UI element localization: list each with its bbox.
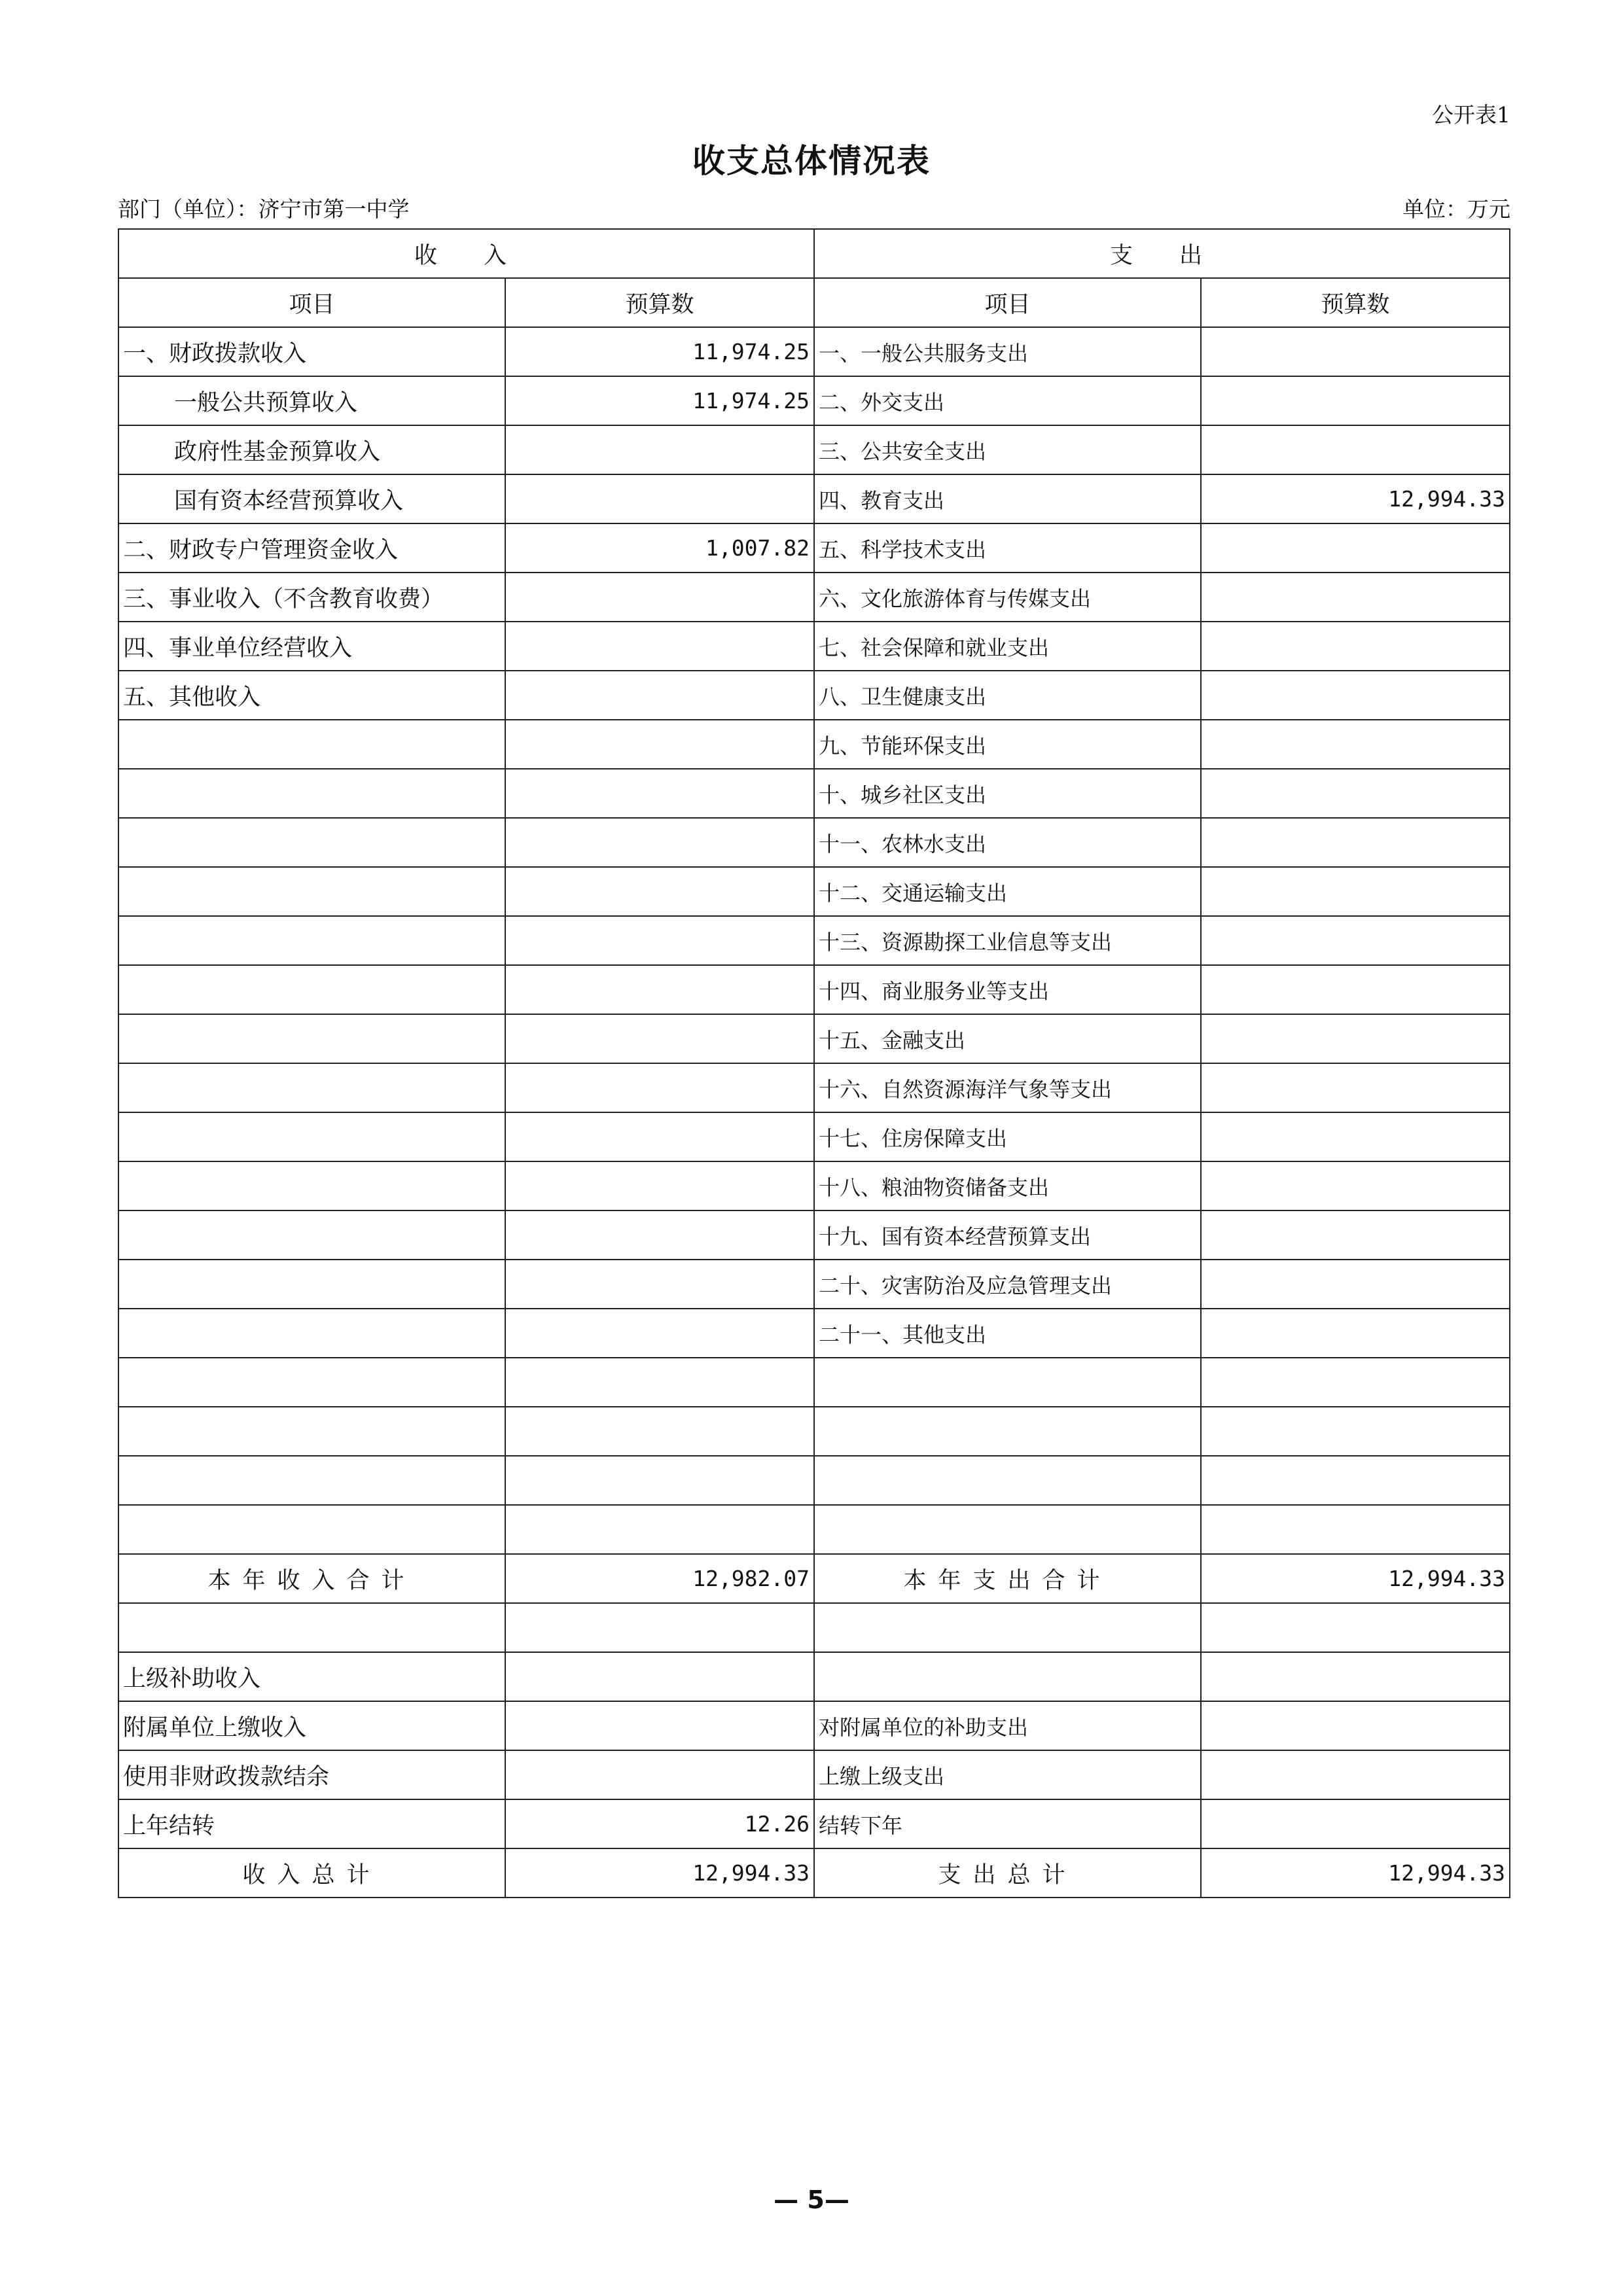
expense-budget-cell <box>1201 1701 1510 1750</box>
table-row <box>118 1210 1510 1260</box>
income-item-cell: 上年结转 <box>118 1799 505 1848</box>
expense-item-cell: 对附属单位的补助支出 <box>814 1701 1201 1750</box>
table-row <box>118 1358 1510 1407</box>
table-row <box>118 1407 1510 1456</box>
expense-item-cell <box>814 1358 1201 1407</box>
table-row <box>118 1603 1510 1652</box>
income-item-cell: 国有资本经营预算收入 <box>118 474 505 523</box>
income-budget-cell: 11,974.25 <box>505 327 814 376</box>
expense-item-cell: 二十一、其他支出 <box>814 1309 1201 1358</box>
income-budget-cell <box>505 1407 814 1456</box>
expense-item-cell <box>814 1652 1201 1701</box>
income-item-cell <box>118 1505 505 1554</box>
income-item-cell: 五、其他收入 <box>118 671 505 720</box>
expense-item-cell: 十三、资源勘探工业信息等支出 <box>814 916 1201 965</box>
page-title: 收支总体情况表 <box>692 142 931 180</box>
expense-item-cell: 十九、国有资本经营预算支出 <box>814 1210 1201 1260</box>
section-header-row <box>118 229 1510 278</box>
expense-budget-cell <box>1201 1260 1510 1309</box>
expense-budget-cell <box>1201 965 1510 1014</box>
expense-budget-cell <box>1201 867 1510 916</box>
income-total-value: 12,994.33 <box>505 1848 814 1898</box>
expense-item-cell <box>814 1603 1201 1652</box>
page-number: — 5— <box>774 2185 849 2214</box>
expense-budget-cell <box>1201 1652 1510 1701</box>
income-budget-cell <box>505 720 814 769</box>
unit-label: 单位：万元 <box>1402 196 1510 222</box>
income-budget-cell <box>505 474 814 523</box>
expense-budget-cell <box>1201 1063 1510 1112</box>
income-item-cell <box>118 1456 505 1505</box>
income-budget-cell <box>505 1161 814 1210</box>
expense-item-cell: 六、文化旅游体育与传媒支出 <box>814 573 1201 622</box>
expense-budget-cell <box>1201 671 1510 720</box>
expense-item-cell: 十四、商业服务业等支出 <box>814 965 1201 1014</box>
table-row <box>118 1652 1510 1701</box>
expense-budget-cell <box>1201 916 1510 965</box>
table-row <box>118 1309 1510 1358</box>
table-row <box>118 916 1510 965</box>
income-item-cell <box>118 1063 505 1112</box>
income-item-cell <box>118 1358 505 1407</box>
expense-item-cell <box>814 1456 1201 1505</box>
income-budget-cell <box>505 818 814 867</box>
income-item-cell <box>118 1014 505 1063</box>
expense-item-cell: 七、社会保障和就业支出 <box>814 622 1201 671</box>
table-row <box>118 1161 1510 1210</box>
income-budget-cell: 12.26 <box>505 1799 814 1848</box>
expense-budget-cell <box>1201 1799 1510 1848</box>
expense-budget-cell <box>1201 1014 1510 1063</box>
income-budget-cell <box>505 867 814 916</box>
income-budget-cell <box>505 573 814 622</box>
budget-table <box>118 228 1510 1898</box>
expense-item-header: 项目 <box>814 278 1201 327</box>
income-item-cell: 二、财政专户管理资金收入 <box>118 523 505 573</box>
expense-budget-cell <box>1201 622 1510 671</box>
income-item-cell: 三、事业收入（不含教育收费） <box>118 573 505 622</box>
income-section-header: 收 入 <box>118 229 814 278</box>
expense-item-cell <box>814 1407 1201 1456</box>
expense-budget-cell: 12,994.33 <box>1201 474 1510 523</box>
expense-item-cell: 四、教育支出 <box>814 474 1201 523</box>
income-item-cell <box>118 818 505 867</box>
table-row <box>118 622 1510 671</box>
expense-item-cell: 九、节能环保支出 <box>814 720 1201 769</box>
table-row <box>118 1260 1510 1309</box>
expense-budget-cell <box>1201 1407 1510 1456</box>
table-row <box>118 376 1510 425</box>
expense-total-label: 本年支出合计 <box>814 1554 1201 1603</box>
table-row <box>118 573 1510 622</box>
income-budget-cell <box>505 1750 814 1799</box>
expense-budget-cell <box>1201 1112 1510 1161</box>
income-item-cell <box>118 1161 505 1210</box>
expense-item-cell: 二十、灾害防治及应急管理支出 <box>814 1260 1201 1309</box>
expense-total-value: 12,994.33 <box>1201 1848 1510 1898</box>
expense-item-cell <box>814 1505 1201 1554</box>
expense-item-cell: 十二、交通运输支出 <box>814 867 1201 916</box>
grand-total-row <box>118 1848 1510 1898</box>
income-total-label: 本年收入合计 <box>118 1554 505 1603</box>
income-item-cell <box>118 1210 505 1260</box>
income-total-label: 收入总计 <box>118 1848 505 1898</box>
page-tag: 公开表1 <box>1432 102 1510 128</box>
expense-item-cell: 十八、粮油物资储备支出 <box>814 1161 1201 1210</box>
department-label: 部门（单位）：济宁市第一中学 <box>118 196 410 222</box>
expense-budget-cell <box>1201 1505 1510 1554</box>
table-row <box>118 523 1510 573</box>
table-row <box>118 474 1510 523</box>
expense-budget-cell <box>1201 1456 1510 1505</box>
income-item-cell <box>118 1260 505 1309</box>
table-row <box>118 867 1510 916</box>
income-budget-cell <box>505 1456 814 1505</box>
table-row <box>118 1456 1510 1505</box>
expense-item-cell: 上缴上级支出 <box>814 1750 1201 1799</box>
expense-total-label: 支出总计 <box>814 1848 1201 1898</box>
income-item-cell <box>118 1112 505 1161</box>
income-total-value: 12,982.07 <box>505 1554 814 1603</box>
expense-budget-cell <box>1201 1358 1510 1407</box>
income-item-cell: 一般公共预算收入 <box>118 376 505 425</box>
expense-budget-cell <box>1201 720 1510 769</box>
expense-budget-cell <box>1201 425 1510 474</box>
income-budget-cell <box>505 1652 814 1701</box>
column-header-row <box>118 278 1510 327</box>
expense-item-cell: 十六、自然资源海洋气象等支出 <box>814 1063 1201 1112</box>
table-row <box>118 1750 1510 1799</box>
year-total-row <box>118 1554 1510 1603</box>
table-row <box>118 769 1510 818</box>
income-budget-cell <box>505 425 814 474</box>
income-item-cell: 政府性基金预算收入 <box>118 425 505 474</box>
income-budget-cell <box>505 769 814 818</box>
table-row <box>118 1112 1510 1161</box>
table-row <box>118 1505 1510 1554</box>
table-row <box>118 720 1510 769</box>
table-row <box>118 327 1510 376</box>
income-item-cell <box>118 916 505 965</box>
expense-total-value: 12,994.33 <box>1201 1554 1510 1603</box>
income-budget-cell <box>505 1260 814 1309</box>
table-row <box>118 425 1510 474</box>
expense-item-cell: 一、一般公共服务支出 <box>814 327 1201 376</box>
expense-budget-cell <box>1201 327 1510 376</box>
table-row <box>118 1701 1510 1750</box>
expense-item-cell: 八、卫生健康支出 <box>814 671 1201 720</box>
table-row <box>118 1799 1510 1848</box>
income-item-cell: 附属单位上缴收入 <box>118 1701 505 1750</box>
income-item-cell <box>118 720 505 769</box>
income-budget-cell <box>505 1505 814 1554</box>
expense-item-cell: 二、外交支出 <box>814 376 1201 425</box>
income-item-cell <box>118 1309 505 1358</box>
income-budget-cell <box>505 622 814 671</box>
income-item-cell <box>118 1407 505 1456</box>
income-budget-cell <box>505 1014 814 1063</box>
income-budget-cell <box>505 965 814 1014</box>
expense-budget-cell <box>1201 1210 1510 1260</box>
expense-item-cell: 十七、住房保障支出 <box>814 1112 1201 1161</box>
expense-budget-cell <box>1201 818 1510 867</box>
income-budget-cell <box>505 916 814 965</box>
income-budget-cell <box>505 671 814 720</box>
expense-item-cell: 五、科学技术支出 <box>814 523 1201 573</box>
income-item-cell: 使用非财政拨款结余 <box>118 1750 505 1799</box>
table-row <box>118 818 1510 867</box>
table-row <box>118 965 1510 1014</box>
table-row <box>118 1063 1510 1112</box>
expense-budget-cell <box>1201 769 1510 818</box>
income-budget-header: 预算数 <box>505 278 814 327</box>
income-item-cell <box>118 867 505 916</box>
income-budget-cell: 11,974.25 <box>505 376 814 425</box>
income-budget-cell <box>505 1112 814 1161</box>
expense-item-cell: 十一、农林水支出 <box>814 818 1201 867</box>
expense-budget-header: 预算数 <box>1201 278 1510 327</box>
expense-budget-cell <box>1201 1161 1510 1210</box>
expense-budget-cell <box>1201 523 1510 573</box>
expense-budget-cell <box>1201 1603 1510 1652</box>
expense-budget-cell <box>1201 1309 1510 1358</box>
income-item-cell: 上级补助收入 <box>118 1652 505 1701</box>
income-budget-cell <box>505 1358 814 1407</box>
income-item-cell <box>118 769 505 818</box>
income-budget-cell <box>505 1210 814 1260</box>
income-budget-cell <box>505 1063 814 1112</box>
expense-item-cell: 十、城乡社区支出 <box>814 769 1201 818</box>
expense-budget-cell <box>1201 573 1510 622</box>
table-row <box>118 1014 1510 1063</box>
income-item-cell <box>118 1603 505 1652</box>
table-row <box>118 671 1510 720</box>
income-budget-cell: 1,007.82 <box>505 523 814 573</box>
expense-item-cell: 结转下年 <box>814 1799 1201 1848</box>
income-item-cell: 四、事业单位经营收入 <box>118 622 505 671</box>
income-item-cell: 一、财政拨款收入 <box>118 327 505 376</box>
expense-item-cell: 十五、金融支出 <box>814 1014 1201 1063</box>
income-item-cell <box>118 965 505 1014</box>
income-budget-cell <box>505 1309 814 1358</box>
expense-section-header: 支 出 <box>814 229 1510 278</box>
expense-item-cell: 三、公共安全支出 <box>814 425 1201 474</box>
expense-budget-cell <box>1201 1750 1510 1799</box>
income-budget-cell <box>505 1701 814 1750</box>
income-budget-cell <box>505 1603 814 1652</box>
income-item-header: 项目 <box>118 278 505 327</box>
expense-budget-cell <box>1201 376 1510 425</box>
